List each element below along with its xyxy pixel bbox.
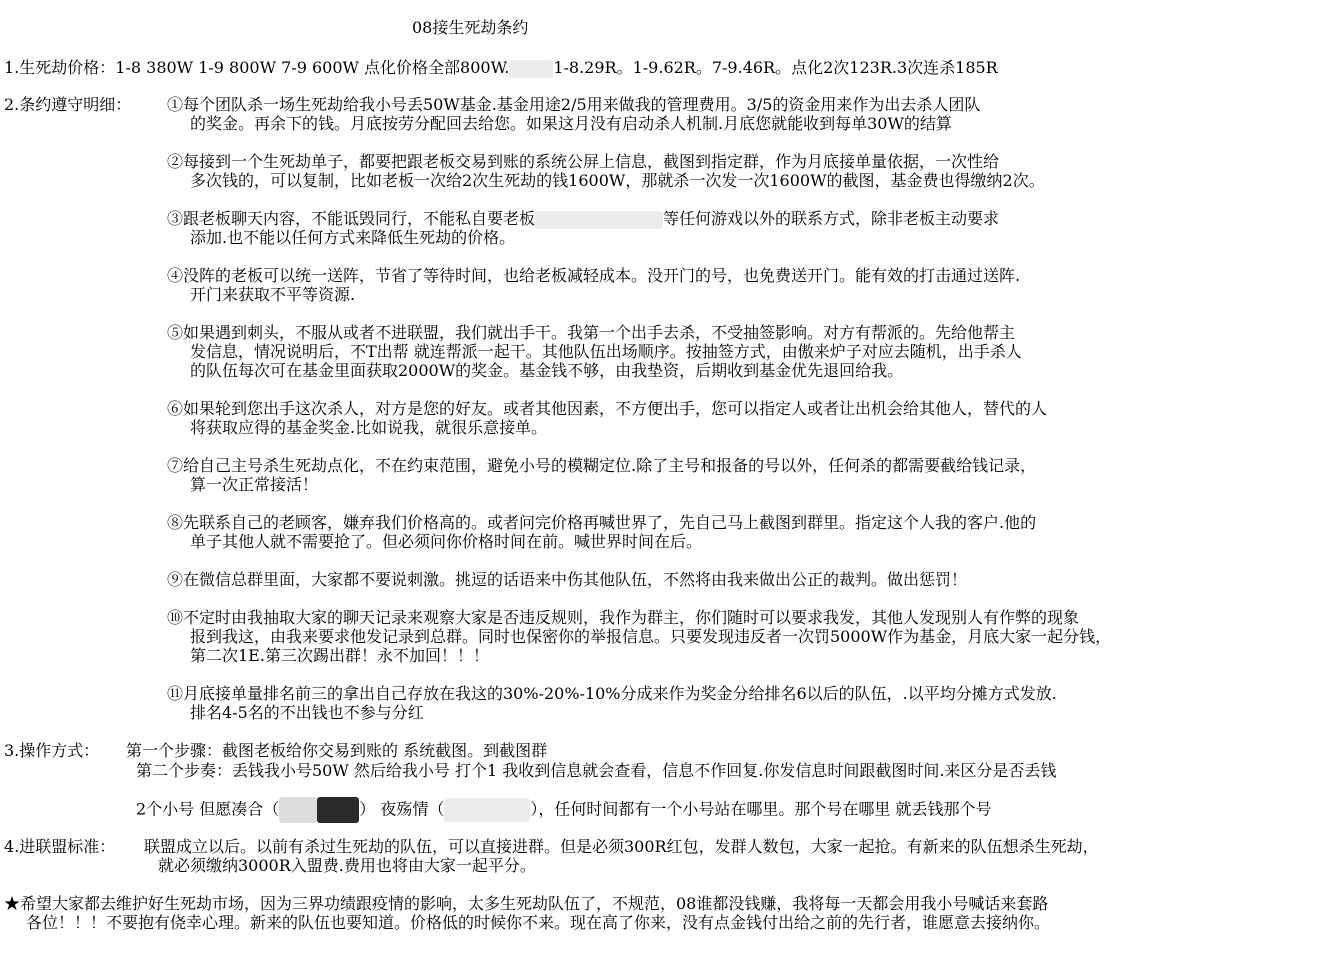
rule-10-line-1: ⑩不定时由我抽取大家的聊天记录来观察大家是否违反规则，我作为群主，你们随时可以要求我发，其他人发现别人有作弊的现象: [167, 608, 1080, 627]
rule-5-line-2: 发信息，情况说明后，不T出帮 就连帮派一起干。其他队伍出场顺序。按抽签方式，由傲来炉子对应去随机，出手杀人: [190, 342, 1022, 361]
section-operation-label: 3.操作方式：: [4, 741, 100, 760]
rule-9-line-1: ⑨在微信总群里面，大家都不要说刺激。挑逗的话语来中伤其他队伍，不然将由我来做出公正的裁判。做出惩罚！: [167, 570, 968, 589]
operation-accounts: [136, 797, 991, 823]
alliance-line-1: 联盟成立以后。以前有杀过生死劫的队伍，可以直接进群。但是必须300R红包，发群人数包，大家一起抢。有新来的队伍想杀生死劫，: [144, 837, 1099, 856]
rule-10-line-2: 报到我这，由我来要求他发记录到总群。同时也保密你的举报信息。只要发现违反者一次罚5000W作为基金，月底大家一起分钱，: [190, 627, 1112, 646]
section-price: [4, 58, 998, 78]
section-alliance-label: 4.进联盟标准：: [4, 837, 116, 856]
rule-1-line-1: ①每个团队杀一场生死劫给我小号丢50W基金.基金用途2/5用来做我的管理费用。3/5的资金用来作为出去杀人团队: [167, 95, 981, 114]
closing-line-2: 各位！！！不要抱有侥幸心理。新来的队伍也要知道。价格低的时候你不来。现在高了你来，没有点金钱付出给之前的先行者，谁愿意去接纳你。: [26, 913, 1051, 932]
rule-11-line-1: ⑪月底接单量排名前三的拿出自己存放在我这的30%-20%-10%分成来作为奖金分给排名6以后的队伍，.以平均分摊方式发放.: [167, 684, 1057, 703]
section-price-label: 1.生死劫价格：: [4, 58, 116, 77]
rule-3-line-2: 添加.也不能以任何方式来降低生死劫的价格。: [190, 228, 516, 247]
rule-11-line-2: 排名4-5名的不出钱也不参与分红: [190, 703, 424, 722]
rule-8-line-2: 单子其他人就不需要抢了。但必须问你价格时间在前。喊世界时间在后。: [190, 532, 703, 551]
rule-7-line-2: 算一次正常接活！: [190, 475, 319, 494]
page-title: 08接生死劫条约: [412, 18, 529, 37]
rule-6-line-1: ⑥如果轮到您出手这次杀人，对方是您的好友。或者其他因素，不方便出手，您可以指定人或者让出机会给其他人，替代的人: [167, 399, 1048, 418]
rule-3-part-b: 等任何游戏以外的联系方式，除非老板主动要求: [663, 209, 1000, 228]
rule-5-line-3: 的队伍每次可在基金里面获取2000W的奖金。基金钱不够，由我垫资，后期收到基金优先退回给我。: [190, 361, 904, 380]
redacted-block: [535, 211, 663, 229]
redacted-block: [279, 797, 317, 823]
account-1-label: 2个小号 但愿凑合（: [136, 799, 280, 819]
redacted-block: [444, 798, 530, 822]
account-suffix: ），任何时间都有一个小号站在哪里。那个号在哪里 就丢钱那个号: [530, 799, 992, 819]
rule-10-line-3: 第二次1E.第三次踢出群！永不加回！！！: [190, 646, 489, 665]
price-text-a: 1-8 380W 1-9 800W 7-9 600W 点化价格全部800W.: [115, 58, 510, 77]
price-text-b: 1-8.29R。1-9.62R。7-9.46R。点化2次123R.3次连杀185R: [553, 58, 998, 77]
rule-4-line-1: ④没阵的老板可以统一送阵，节省了等待时间，也给老板减轻成本。没开门的号，也免费送开门。能有效的打击通过送阵.: [167, 266, 1021, 285]
rule-7-line-1: ⑦给自己主号杀生死劫点化，不在约束范围，避免小号的模糊定位.除了主号和报备的号以外，任何杀的都需要截给钱记录，: [167, 456, 1037, 475]
account-2-label: ） 夜殇情（: [359, 799, 445, 819]
rule-4-line-2: 开门来获取不平等资源.: [190, 285, 356, 304]
alliance-line-2: 就必须缴纳3000R入盟费.费用也将由大家一起平分。: [158, 856, 536, 875]
rule-6-line-2: 将获取应得的基金奖金.比如说我，就很乐意接单。: [190, 418, 548, 437]
rule-3-line-1: [167, 209, 999, 229]
section-rules-label: 2.条约遵守明细：: [4, 95, 132, 114]
rule-2-line-1: ②每接到一个生死劫单子，都要把跟老板交易到账的系统公屏上信息，截图到指定群，作为月底接单量依据，一次性给: [167, 152, 1000, 171]
closing-line-1: ★希望大家都去维护好生死劫市场，因为三界功绩跟疫情的影响，太多生死劫队伍了，不规范，08谁都没钱赚，我将每一天都会用我小号喊话来套路: [4, 894, 1049, 913]
redacted-block: [317, 797, 359, 823]
rule-1-line-2: 的奖金。再余下的钱。月底按劳分配回去给您。如果这月没有启动杀人机制.月底您就能收到每单30W的结算: [190, 114, 952, 133]
operation-step-1: 第一个步骤：截图老板给你交易到账的 系统截图。到截图群: [126, 741, 548, 760]
rule-5-line-1: ⑤如果遇到刺头，不服从或者不进联盟，我们就出手干。我第一个出手去杀，不受抽签影响。对方有帮派的。先给他帮主: [167, 323, 1016, 342]
redacted-block: [509, 60, 553, 78]
rule-8-line-1: ⑧先联系自己的老顾客，嫌弃我们价格高的。或者问完价格再喊世界了，先自己马上截图到群里。指定这个人我的客户.他的: [167, 513, 1037, 532]
rule-2-line-2: 多次钱的，可以复制，比如老板一次给2次生死劫的钱1600W，那就杀一次发一次1600W的截图，基金费也得缴纳2次。: [190, 171, 1045, 190]
operation-step-2: 第二个步奏：丢钱我小号50W 然后给我小号 打个1 我收到信息就会查看，信息不作回复.你发信息时间跟截图时间.来区分是否丢钱: [136, 761, 1057, 780]
rule-3-part-a: ③跟老板聊天内容，不能诋毁同行，不能私自要老板: [167, 209, 536, 228]
